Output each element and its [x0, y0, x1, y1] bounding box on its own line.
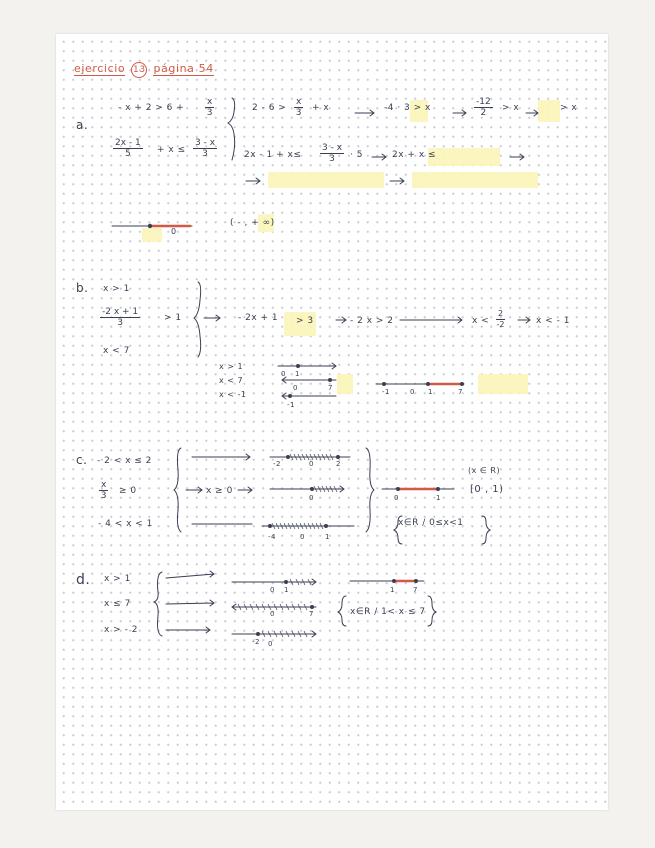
b-row2-tick: 0	[293, 384, 298, 392]
point	[436, 487, 440, 491]
d-cond1: x > 1	[104, 574, 131, 584]
point	[148, 224, 152, 228]
arrow-icon	[204, 315, 220, 321]
c-row3-tick: 0	[300, 533, 305, 541]
d-final-tick: 7	[413, 586, 418, 594]
frac-num: 2x - 1	[115, 138, 141, 148]
part-c-label: c.	[76, 453, 88, 467]
frac-den: 3	[329, 154, 335, 164]
frac-num: x	[207, 97, 213, 107]
arrow-icon	[526, 110, 538, 116]
number-line	[278, 363, 336, 369]
arrow-icon	[355, 110, 374, 116]
point	[256, 632, 260, 636]
c-row1-tick: 0	[309, 460, 314, 468]
d-row2-tick: 0	[270, 610, 275, 618]
brace	[228, 98, 235, 160]
a-step2-mult: · 5	[350, 150, 363, 160]
point	[460, 382, 464, 386]
a-step2-end: 2x + x ≤	[392, 150, 437, 160]
point	[426, 382, 430, 386]
brace	[482, 516, 490, 544]
a-tick-label: 0	[171, 227, 177, 236]
b-list-2: x < 7	[219, 376, 244, 385]
a-interval: ( - , + ∞)	[230, 218, 275, 228]
frac-num: -12	[476, 97, 491, 107]
arrow-icon	[166, 600, 214, 606]
point	[288, 394, 292, 398]
arrow-icon	[453, 110, 466, 116]
c-row1-tick: -2	[273, 460, 281, 468]
point	[396, 487, 400, 491]
arrow-icon	[390, 178, 404, 184]
arrow-icon	[186, 487, 202, 493]
frac-den: 3	[117, 318, 123, 328]
a-step2: 2x - 1 + x≤	[244, 150, 302, 160]
b-row3-tick: -1	[287, 401, 295, 409]
b-step4: x <	[472, 316, 490, 326]
arrow-icon	[336, 317, 346, 323]
a-step1b: -4 · 3 > x	[384, 103, 431, 113]
c-row2-tick: 0	[309, 494, 314, 502]
d-set: x∈R / 1< x ≤ 7	[350, 607, 426, 617]
brace	[366, 448, 374, 532]
point	[324, 524, 328, 528]
d-row1-tick: 0	[270, 586, 275, 594]
b-list-3: x < -1	[219, 390, 247, 399]
c-final-tick: 0	[394, 494, 399, 502]
frac-num: 3 - x	[195, 138, 216, 148]
b-final-tick: 7	[458, 388, 463, 396]
c-row3-tick: 1	[325, 533, 330, 541]
a-step1-end: + x	[312, 103, 330, 113]
b-step3: - 2 x > 2	[350, 316, 394, 326]
c-notation-interval: [0 , 1)	[470, 484, 504, 495]
b-cond3: x < 7	[103, 346, 130, 356]
part-d-label: d.	[76, 572, 91, 588]
brace	[174, 448, 181, 532]
point	[392, 579, 396, 583]
b-step2: > 3	[296, 316, 314, 326]
c-row1-tick: 2	[336, 460, 341, 468]
b-row2-tick: 7	[328, 384, 333, 392]
point	[310, 605, 314, 609]
arrow-icon	[166, 571, 214, 578]
c-row3-tick: -4	[268, 533, 276, 541]
a-step1: 2 - 6 >	[252, 103, 287, 113]
frac-den: -2	[496, 320, 505, 329]
b-row1-tick: 1	[295, 370, 300, 378]
d-row3-tick: 0	[268, 640, 273, 648]
frac-num: x	[296, 97, 302, 107]
point	[382, 382, 386, 386]
d-cond3: x > - 2	[104, 625, 138, 635]
frac-num: x	[101, 480, 107, 490]
arrow-icon	[400, 317, 462, 323]
b-step1: - 2x + 1	[238, 313, 279, 323]
a-eq2-mid: + x ≤	[157, 145, 186, 155]
arrow-icon	[246, 178, 260, 184]
a-eq1-lhs: - x + 2 > 6 +	[118, 103, 185, 113]
c-cond1: - 2 < x ≤ 2	[97, 456, 152, 466]
brace	[338, 596, 346, 626]
part-b-label: b.	[76, 281, 89, 295]
point	[284, 580, 288, 584]
b-row1-tick: 0	[281, 370, 286, 378]
point	[414, 579, 418, 583]
title-exercise: ejercicio	[74, 62, 126, 75]
point	[328, 378, 332, 382]
frac-den: 2	[480, 108, 487, 118]
arrow-icon	[510, 154, 524, 160]
frac-num: 2	[498, 309, 504, 318]
c-final-tick: 1	[436, 494, 441, 502]
point	[268, 524, 272, 528]
d-row1-tick: 1	[284, 586, 289, 594]
arrow-icon	[372, 154, 386, 160]
arrow-icon	[518, 317, 530, 323]
number-line	[232, 631, 316, 637]
frac-num: 3 - x	[322, 143, 343, 153]
frac-den: 3	[206, 108, 213, 118]
point	[336, 455, 340, 459]
b-list-1: x > 1	[219, 362, 244, 371]
frac-den: 3	[202, 149, 208, 159]
a-step1c-end: > x	[502, 103, 520, 113]
c-cond3: - 4 < x < 1	[98, 519, 153, 529]
exercise-number: 13	[131, 62, 147, 78]
point	[310, 487, 314, 491]
number-line	[282, 377, 336, 383]
d-row2-tick: 7	[309, 610, 314, 618]
a-step1d: > x	[560, 103, 578, 113]
c-cond2-rhs: ≥ 0	[119, 486, 137, 496]
b-step5: x < - 1	[536, 316, 570, 326]
d-row3-tick: -2	[252, 638, 260, 646]
brace	[154, 572, 162, 636]
arrow-icon	[192, 454, 250, 460]
b-cond1: x > 1	[103, 284, 130, 294]
b-final-tick: 0	[410, 388, 415, 396]
b-cond2-rhs: > 1	[164, 313, 182, 323]
frac-den: 3	[295, 108, 302, 118]
point	[296, 364, 300, 368]
c-notation-domain: (x ∈ R)	[468, 466, 501, 475]
brace	[428, 596, 436, 626]
frac-den: 3	[100, 491, 107, 501]
d-cond2: x ≤ 7	[104, 599, 131, 609]
title-page: página 54	[153, 62, 214, 75]
brace	[194, 282, 201, 357]
c-set: x∈R / 0≤x<1	[398, 518, 464, 528]
arrow-icon	[238, 487, 252, 493]
frac-den: 5	[125, 149, 131, 159]
b-final-tick: -1	[382, 388, 390, 396]
c-mid: x ≥ 0	[206, 486, 233, 496]
arrow-icon	[166, 627, 210, 633]
brace	[394, 516, 402, 544]
frac-num: -2 x + 1	[102, 307, 139, 317]
d-final-tick: 1	[390, 586, 395, 594]
b-final-tick: 1	[428, 388, 433, 396]
point	[286, 455, 290, 459]
part-a-label: a.	[76, 118, 89, 132]
